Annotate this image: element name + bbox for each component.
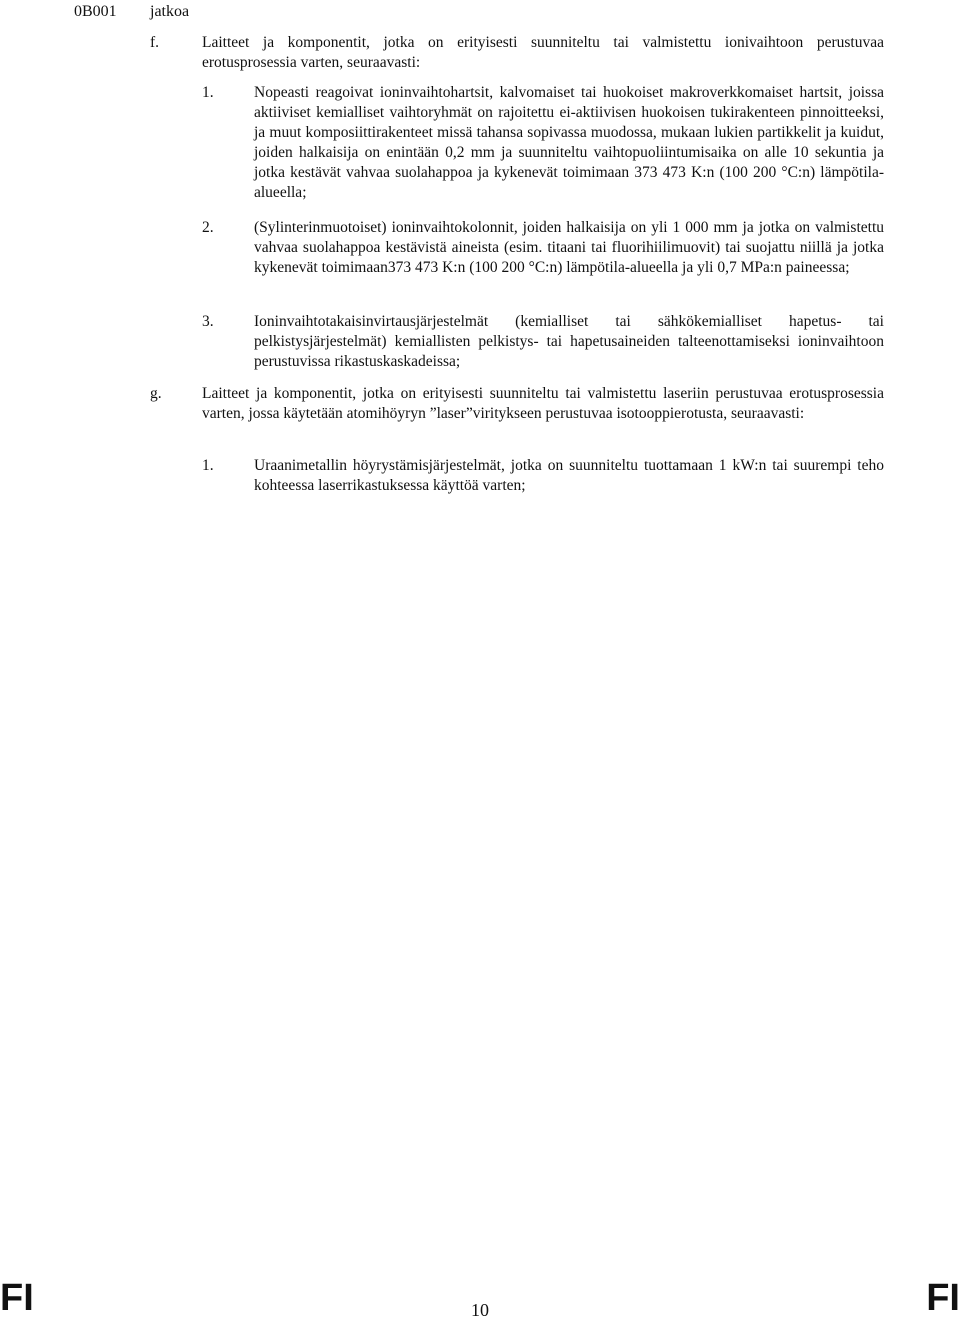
item-f3-text: Ioninvaihtotakaisinvirtausjärjestelmät (kemialliset tai sähkökemialliset hapetus- tai pelkistysjärjestelmät) kemiallisten pelkistys- tai hapetusaineiden talteenottamiseksi ioninvaihtoon perustuvissa rikastuskaskadeissa; [254, 313, 884, 370]
item-f2-marker: 2. [202, 219, 214, 236]
item-g1-marker: 1. [202, 457, 214, 474]
item-g-text: Laitteet ja komponentit, jotka on erityisesti suunniteltu tai valmistettu laseriin perustuvaa erotusprosessia varten, jossa käytetään atomihöyryn ”laser”viritykseen perustuvaa isotooppierotusta, seuraavasti: [202, 385, 884, 422]
item-g-marker: g. [150, 385, 162, 402]
item-f-text: Laitteet ja komponentit, jotka on erityisesti suunniteltu tai valmistettu ionivaihtoon perustuvaa erotusprosessia varten, seuraavasti: [202, 34, 884, 71]
continued-label: jatkoa [150, 3, 190, 20]
item-g1-text: Uraanimetallin höyrystämisjärjestelmät, jotka on suunniteltu tuottamaan 1 kW:n tai suurempi teho kohteessa laserrikastuksessa käyttöä varten; [254, 457, 884, 494]
page-number: 10 [471, 1300, 489, 1320]
footer-language-left: FI [0, 1277, 34, 1319]
document-code: 0B001 [74, 3, 117, 20]
item-f-marker: f. [150, 34, 160, 51]
item-f3-marker: 3. [202, 313, 214, 330]
item-f1-text: Nopeasti reagoivat ioninvaihtohartsit, kalvomaiset tai huokoiset makroverkkomaiset hartsit, joissa aktiiviset kemialliset vaihtoryhmät on rajoitettu ei-aktiivisen huokoisen tukirakenteen pinnoitteeksi, ja muut komposiittirakenteet missä tahansa sopivassa muodossa, mukaan lukien partikkelit ja kuidut, joiden halkaisija on enintään 0,2 mm ja suunniteltu vaihtopuoliintumisaika on alle 10 sekuntia ja jotka kestävät vahvaa suolahappoa ja kykenevät toimimaan 373 473 K:n (100 200 °C:n) lämpötila-alueella; [254, 84, 884, 201]
item-f1-marker: 1. [202, 84, 214, 101]
footer-language-right: FI [926, 1277, 960, 1319]
item-f2-text: (Sylinterinmuotoiset) ioninvaihtokolonnit, joiden halkaisija on yli 1 000 mm ja jotka on valmistettu vahvaa suolahappoa kestävistä aineista (esim. titaani tai fluorihiilimuovit) tai suojattu niillä ja jotka kykenevät toimimaan373 473 K:n (100 200 °C:n) lämpötila-alueella ja yli 0,7 MPa:n paineessa; [254, 219, 884, 276]
